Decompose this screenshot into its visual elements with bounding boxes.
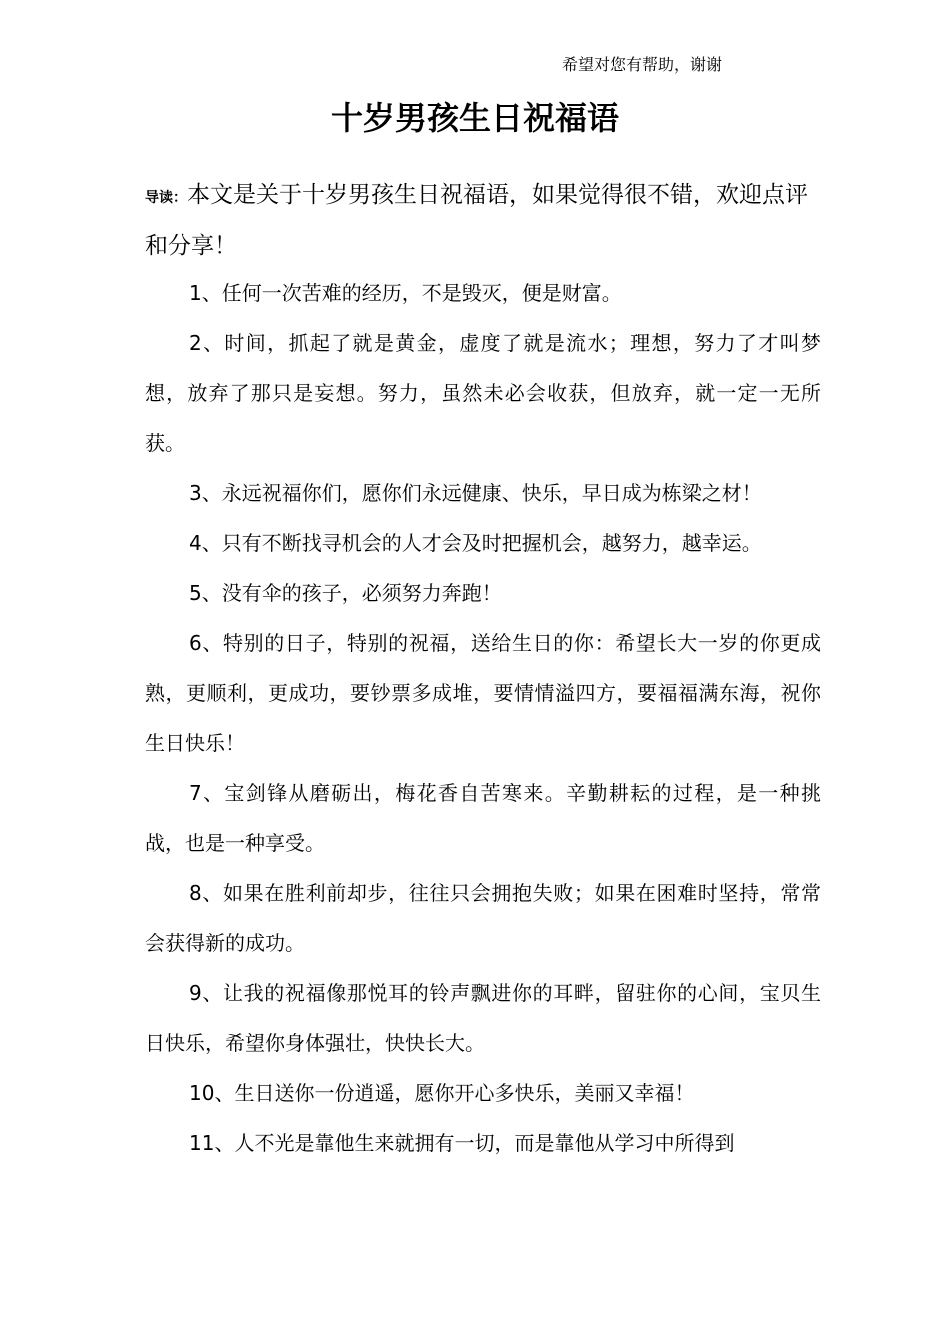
- paragraph-8: 8、如果在胜利前却步，往往只会拥抱失败；如果在困难时坚持，常常会获得新的成功。: [145, 881, 821, 955]
- paragraph-6: 6、特别的日子，特别的祝福，送给生日的你：希望长大一岁的你更成熟，更顺利，更成功，要钞票多成堆，要情情溢四方，要福福满东海，祝你生日快乐！: [145, 631, 821, 755]
- paragraph-3: 3、永远祝福你们，愿你们永远健康、快乐，早日成为栋梁之材！: [189, 481, 762, 505]
- document-body: [145, 268, 821, 1168]
- paragraph-9: 9、让我的祝福像那悦耳的铃声飘进你的耳畔，留驻你的心间，宝贝生日快乐，希望你身体强壮，快快长大。: [145, 981, 821, 1055]
- paragraph-7: 7、宝剑锋从磨砺出，梅花香自苦寒来。辛勤耕耘的过程，是一种挑战，也是一种享受。: [145, 781, 821, 855]
- header-note: 希望对您有帮助，谢谢: [562, 55, 723, 74]
- intro-label: 导读：: [145, 190, 187, 206]
- paragraph-1: 1、任何一次苦难的经历，不是毁灭，便是财富。: [189, 281, 622, 305]
- intro-paragraph: [145, 171, 813, 270]
- document-title: 十岁男孩生日祝福语: [330, 99, 619, 137]
- intro-text: 本文是关于十岁男孩生日祝福语，如果觉得很不错，欢迎点评和分享！: [145, 182, 808, 259]
- paragraph-2: 2、时间，抓起了就是黄金，虚度了就是流水；理想，努力了才叫梦想，放弃了那只是妄想。努力，虽然未必会收获，但放弃，就一定一无所获。: [145, 331, 821, 455]
- paragraph-10: 10、生日送你一份逍遥，愿你开心多快乐，美丽又幸福！: [189, 1081, 695, 1105]
- paragraph-5: 5、没有伞的孩子，必须努力奔跑！: [189, 581, 502, 605]
- paragraph-11: 11、人不光是靠他生来就拥有一切，而是靠他从学习中所得到: [189, 1131, 735, 1155]
- paragraph-4: 4、只有不断找寻机会的人才会及时把握机会，越努力，越幸运。: [189, 531, 762, 555]
